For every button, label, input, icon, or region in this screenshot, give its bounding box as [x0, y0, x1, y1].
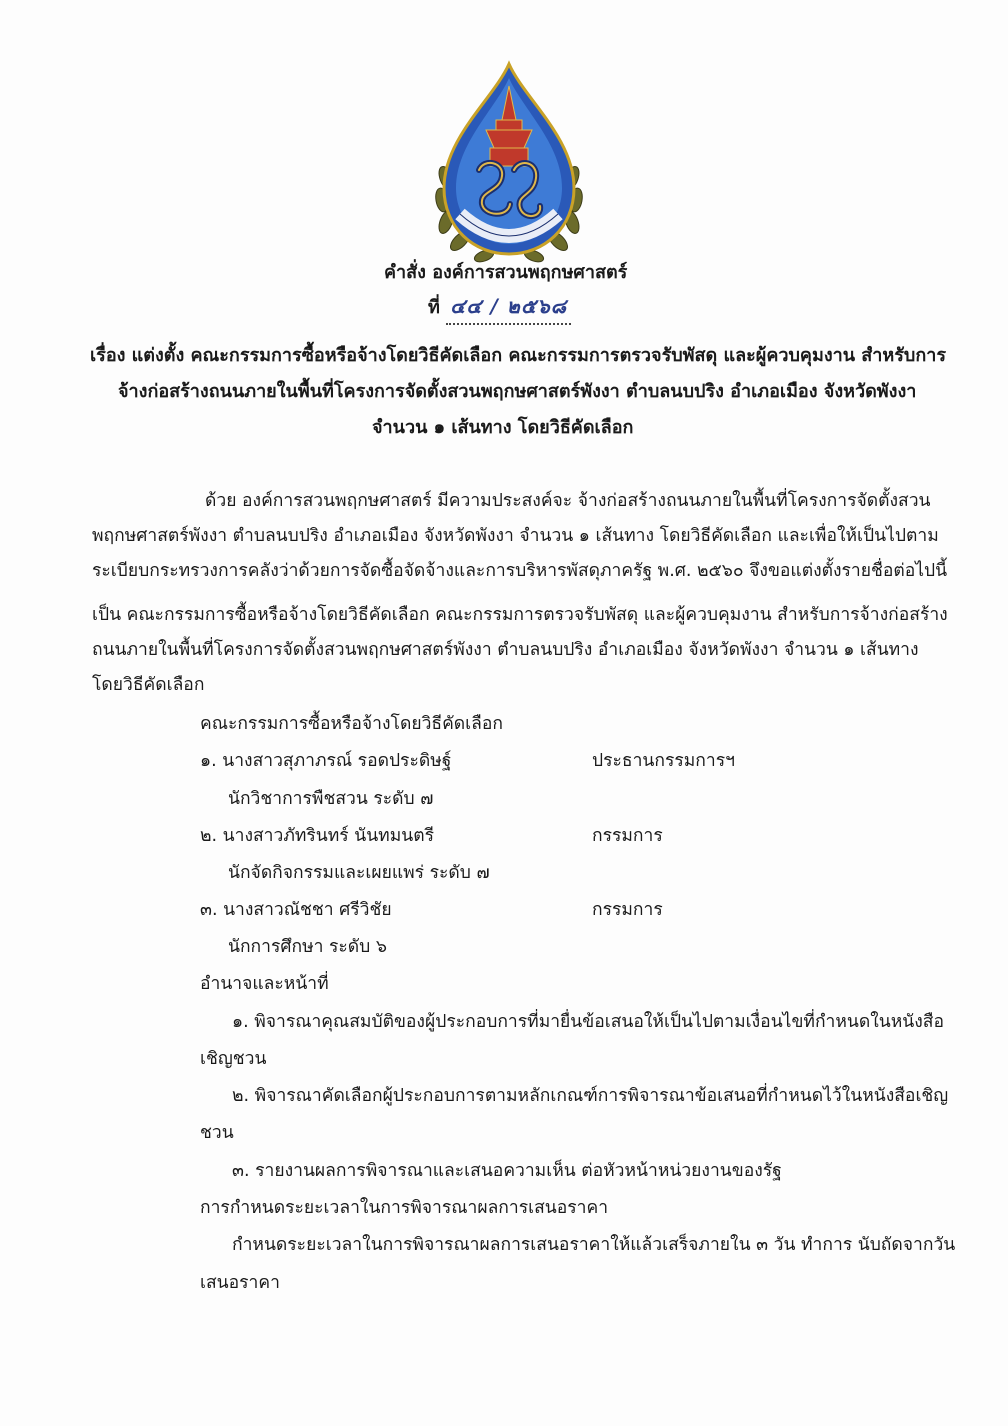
order-prefix: ที่: [428, 297, 440, 318]
member-role: กรรมการ: [592, 900, 663, 920]
member-role: กรรมการ: [592, 826, 663, 846]
timeframe-heading: การกำหนดระยะเวลาในการพิจารณาผลการเสนอราคา: [200, 1198, 609, 1218]
member-name: ๓. นางสาวณัชชา ศรีวิชัย: [200, 900, 392, 920]
subject-line-2: จ้างก่อสร้างถนนภายในพื้นที่โครงการจัดตั้งสวนพฤกษศาสตร์พังงา ตำบลนบปริง อำเภอเมือง จังหวัดพังงา: [118, 381, 917, 402]
order-number-line: [428, 290, 571, 325]
intro-line-2: พฤกษศาสตร์พังงา ตำบลนบปริง อำเภอเมือง จังหวัดพังงา จำนวน ๑ เส้นทาง โดยวิธีคัดเลือก และเพื่อให้เป็นไปตาม: [92, 526, 939, 546]
duty-item-1: ๑. พิจารณาคุณสมบัติของผู้ประกอบการที่มายื่นข้อเสนอให้เป็นไปตามเงื่อนไขที่กำหนดในหนังสือ: [232, 1012, 944, 1032]
intro-line-5: ถนนภายในพื้นที่โครงการจัดตั้งสวนพฤกษศาสตร์พังงา ตำบลนบปริง อำเภอเมือง จังหวัดพังงา จำนวน ๑ เส้นทาง: [92, 640, 919, 660]
committee-heading: คณะกรรมการซื้อหรือจ้างโดยวิธีคัดเลือก: [200, 714, 503, 734]
member-position: นักวิชาการพืชสวน ระดับ ๗: [228, 789, 434, 809]
intro-line-1: ด้วย องค์การสวนพฤกษศาสตร์ มีความประสงค์จะ จ้างก่อสร้างถนนภายในพื้นที่โครงการจัดตั้งสวน: [205, 491, 931, 511]
member-name: ๒. นางสาวภัทรินทร์ นันทมนตรี: [200, 826, 434, 846]
duty-item-2-cont: ชวน: [200, 1123, 234, 1143]
member-name: ๑. นางสาวสุภาภรณ์ รอดประดิษฐ์: [200, 751, 452, 771]
organization-emblem: [424, 58, 594, 270]
duty-item-3: ๓. รายงานผลการพิจารณาและเสนอความเห็น ต่อหัวหน้าหน่วยงานของรัฐ: [232, 1161, 782, 1181]
member-position: นักการศึกษา ระดับ ๖: [228, 937, 387, 957]
order-number: ๔๔ / ๒๕๖๘: [450, 294, 568, 318]
intro-line-6: โดยวิธีคัดเลือก: [92, 675, 205, 695]
duty-item-1-cont: เชิญชวน: [200, 1049, 267, 1069]
subject-line-3: จำนวน ๑ เส้นทาง โดยวิธีคัดเลือก: [372, 417, 634, 438]
duty-item-2: ๒. พิจารณาคัดเลือกผู้ประกอบการตามหลักเกณฑ์การพิจารณาข้อเสนอที่กำหนดไว้ในหนังสือเชิญ: [232, 1086, 949, 1106]
timeframe-line-2: เสนอราคา: [200, 1273, 280, 1293]
intro-line-4: เป็น คณะกรรมการซื้อหรือจ้างโดยวิธีคัดเลือก คณะกรรมการตรวจรับพัสดุ และผู้ควบคุมงาน สำหรับการจ้างก่อสร้าง: [92, 605, 948, 625]
member-position: นักจัดกิจกรรมและเผยแพร่ ระดับ ๗: [228, 863, 490, 883]
order-title: คำสั่ง องค์การสวนพฤกษศาสตร์: [384, 262, 628, 283]
subject-line-1: เรื่อง แต่งตั้ง คณะกรรมการซื้อหรือจ้างโดยวิธีคัดเลือก คณะกรรมการตรวจรับพัสดุ และผู้ควบคุมงาน สำหรับการ: [90, 345, 947, 366]
member-role: ประธานกรรมการฯ: [592, 751, 735, 771]
duties-heading: อำนาจและหน้าที่: [200, 974, 329, 994]
intro-line-3: ระเบียบกระทรวงการคลังว่าด้วยการจัดซื้อจัดจ้างและการบริหารพัสดุภาครัฐ พ.ศ. ๒๕๖๐ จึงขอแต่งตั้งรายชื่อต่อไปนี้: [92, 561, 948, 581]
timeframe-line-1: กำหนดระยะเวลาในการพิจารณาผลการเสนอราคาให้แล้วเสร็จภายใน ๓ วัน ทำการ นับถัดจากวัน: [232, 1235, 956, 1255]
